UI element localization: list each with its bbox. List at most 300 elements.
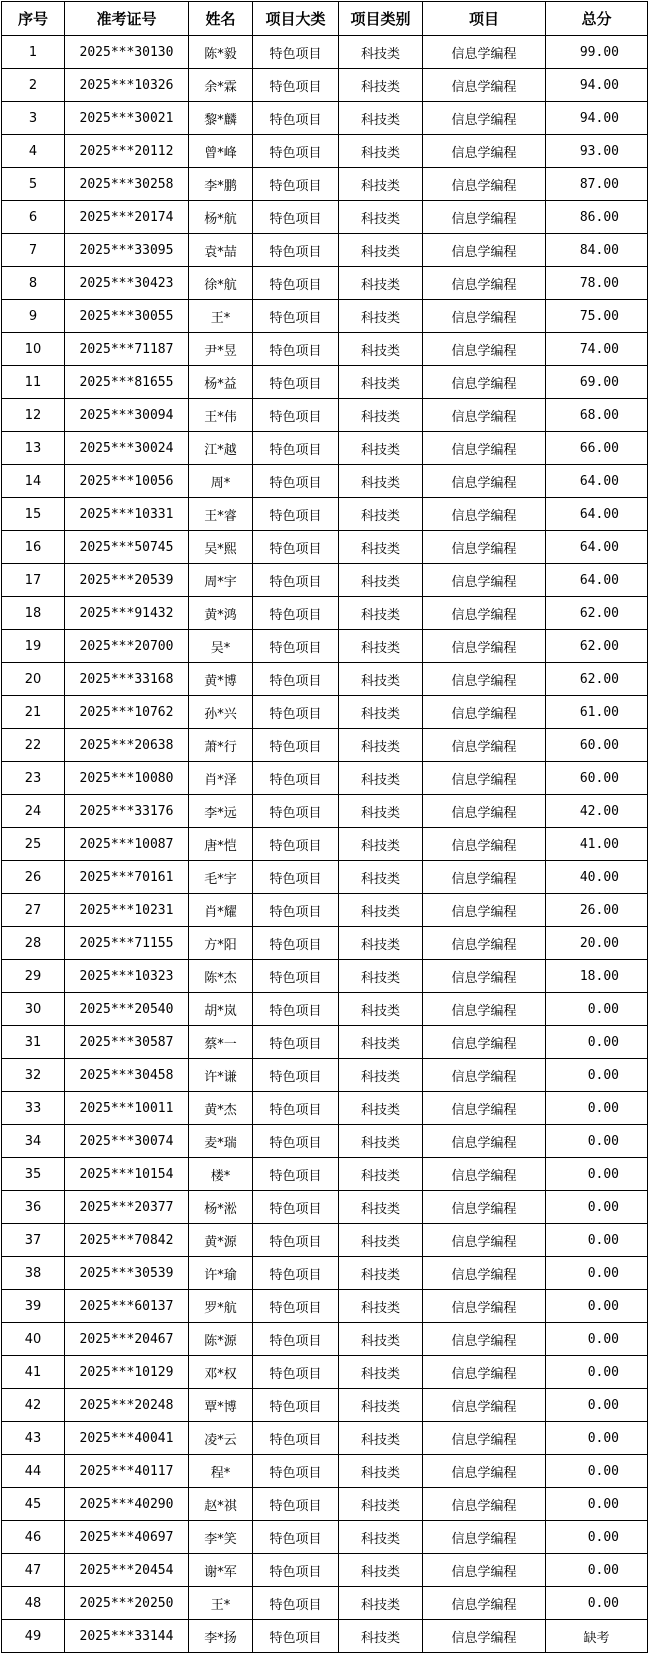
score-cell: 0.00	[546, 1488, 648, 1521]
category-cell: 特色项目	[253, 399, 339, 432]
name-cell: 程*	[189, 1455, 253, 1488]
score-cell: 75.00	[546, 300, 648, 333]
project-cell: 信息学编程	[423, 1257, 546, 1290]
category-cell: 特色项目	[253, 696, 339, 729]
name-cell: 李*远	[189, 795, 253, 828]
table-row	[2, 960, 648, 993]
project-cell: 信息学编程	[423, 465, 546, 498]
serial-cell: 20	[2, 663, 65, 696]
exam-id-cell: 2025***10323	[65, 960, 189, 993]
category-cell: 特色项目	[253, 201, 339, 234]
project-cell: 信息学编程	[423, 597, 546, 630]
type-cell: 科技类	[339, 1455, 423, 1488]
category-cell: 特色项目	[253, 762, 339, 795]
type-cell: 科技类	[339, 1257, 423, 1290]
exam-id-cell: 2025***30587	[65, 1026, 189, 1059]
name-cell: 黄*博	[189, 663, 253, 696]
score-cell: 94.00	[546, 102, 648, 135]
category-cell: 特色项目	[253, 498, 339, 531]
name-cell: 陈*杰	[189, 960, 253, 993]
table-row	[2, 630, 648, 663]
exam-id-cell: 2025***30021	[65, 102, 189, 135]
category-cell: 特色项目	[253, 1059, 339, 1092]
name-cell: 王*伟	[189, 399, 253, 432]
serial-cell: 37	[2, 1224, 65, 1257]
serial-cell: 14	[2, 465, 65, 498]
type-cell: 科技类	[339, 729, 423, 762]
type-cell: 科技类	[339, 531, 423, 564]
type-cell: 科技类	[339, 564, 423, 597]
type-cell: 科技类	[339, 1323, 423, 1356]
type-cell: 科技类	[339, 1158, 423, 1191]
name-cell: 孙*兴	[189, 696, 253, 729]
project-cell: 信息学编程	[423, 663, 546, 696]
type-cell: 科技类	[339, 135, 423, 168]
table-row	[2, 1092, 648, 1125]
score-cell: 0.00	[546, 1554, 648, 1587]
serial-cell: 4	[2, 135, 65, 168]
header-category: 项目大类	[253, 2, 339, 36]
category-cell: 特色项目	[253, 168, 339, 201]
category-cell: 特色项目	[253, 36, 339, 69]
name-cell: 麦*瑞	[189, 1125, 253, 1158]
header-type: 项目类别	[339, 2, 423, 36]
score-cell: 缺考	[546, 1620, 648, 1653]
project-cell: 信息学编程	[423, 564, 546, 597]
project-cell: 信息学编程	[423, 102, 546, 135]
table-row	[2, 1224, 648, 1257]
score-cell: 62.00	[546, 630, 648, 663]
score-cell: 40.00	[546, 861, 648, 894]
name-cell: 杨*益	[189, 366, 253, 399]
exam-id-cell: 2025***10056	[65, 465, 189, 498]
name-cell: 凌*云	[189, 1422, 253, 1455]
name-cell: 李*扬	[189, 1620, 253, 1653]
category-cell: 特色项目	[253, 861, 339, 894]
score-cell: 74.00	[546, 333, 648, 366]
name-cell: 邓*权	[189, 1356, 253, 1389]
exam-id-cell: 2025***33168	[65, 663, 189, 696]
project-cell: 信息学编程	[423, 498, 546, 531]
serial-cell: 36	[2, 1191, 65, 1224]
table-row	[2, 201, 648, 234]
project-cell: 信息学编程	[423, 399, 546, 432]
project-cell: 信息学编程	[423, 168, 546, 201]
type-cell: 科技类	[339, 960, 423, 993]
type-cell: 科技类	[339, 597, 423, 630]
type-cell: 科技类	[339, 828, 423, 861]
exam-id-cell: 2025***10129	[65, 1356, 189, 1389]
category-cell: 特色项目	[253, 1620, 339, 1653]
category-cell: 特色项目	[253, 1521, 339, 1554]
type-cell: 科技类	[339, 1422, 423, 1455]
exam-id-cell: 2025***40290	[65, 1488, 189, 1521]
score-cell: 0.00	[546, 1125, 648, 1158]
exam-id-cell: 2025***30423	[65, 267, 189, 300]
table-row	[2, 399, 648, 432]
category-cell: 特色项目	[253, 927, 339, 960]
serial-cell: 46	[2, 1521, 65, 1554]
project-cell: 信息学编程	[423, 630, 546, 663]
category-cell: 特色项目	[253, 1554, 339, 1587]
table-row	[2, 1455, 648, 1488]
serial-cell: 25	[2, 828, 65, 861]
name-cell: 黄*杰	[189, 1092, 253, 1125]
serial-cell: 33	[2, 1092, 65, 1125]
exam-id-cell: 2025***10326	[65, 69, 189, 102]
name-cell: 徐*航	[189, 267, 253, 300]
serial-cell: 40	[2, 1323, 65, 1356]
exam-id-cell: 2025***10011	[65, 1092, 189, 1125]
table-row	[2, 1521, 648, 1554]
score-cell: 62.00	[546, 663, 648, 696]
table-row	[2, 729, 648, 762]
table-row	[2, 1026, 648, 1059]
type-cell: 科技类	[339, 1290, 423, 1323]
project-cell: 信息学编程	[423, 1224, 546, 1257]
serial-cell: 16	[2, 531, 65, 564]
category-cell: 特色项目	[253, 465, 339, 498]
table-row	[2, 828, 648, 861]
name-cell: 谢*军	[189, 1554, 253, 1587]
exam-id-cell: 2025***20540	[65, 993, 189, 1026]
name-cell: 余*霖	[189, 69, 253, 102]
table-row	[2, 663, 648, 696]
exam-id-cell: 2025***33176	[65, 795, 189, 828]
header-name: 姓名	[189, 2, 253, 36]
score-cell: 84.00	[546, 234, 648, 267]
name-cell: 方*阳	[189, 927, 253, 960]
name-cell: 尹*昱	[189, 333, 253, 366]
category-cell: 特色项目	[253, 531, 339, 564]
project-cell: 信息学编程	[423, 267, 546, 300]
name-cell: 黄*鸿	[189, 597, 253, 630]
serial-cell: 3	[2, 102, 65, 135]
name-cell: 李*鹏	[189, 168, 253, 201]
table-row	[2, 1191, 648, 1224]
score-cell: 94.00	[546, 69, 648, 102]
score-cell: 0.00	[546, 1422, 648, 1455]
project-cell: 信息学编程	[423, 1422, 546, 1455]
exam-id-cell: 2025***60137	[65, 1290, 189, 1323]
table-row	[2, 366, 648, 399]
serial-cell: 23	[2, 762, 65, 795]
table-row	[2, 1356, 648, 1389]
project-cell: 信息学编程	[423, 1059, 546, 1092]
project-cell: 信息学编程	[423, 1158, 546, 1191]
type-cell: 科技类	[339, 894, 423, 927]
category-cell: 特色项目	[253, 630, 339, 663]
project-cell: 信息学编程	[423, 36, 546, 69]
name-cell: 吴*熙	[189, 531, 253, 564]
project-cell: 信息学编程	[423, 1521, 546, 1554]
serial-cell: 5	[2, 168, 65, 201]
table-row	[2, 861, 648, 894]
type-cell: 科技类	[339, 762, 423, 795]
project-cell: 信息学编程	[423, 300, 546, 333]
project-cell: 信息学编程	[423, 1125, 546, 1158]
serial-cell: 32	[2, 1059, 65, 1092]
serial-cell: 18	[2, 597, 65, 630]
project-cell: 信息学编程	[423, 1092, 546, 1125]
project-cell: 信息学编程	[423, 729, 546, 762]
exam-id-cell: 2025***10080	[65, 762, 189, 795]
type-cell: 科技类	[339, 1521, 423, 1554]
name-cell: 王*睿	[189, 498, 253, 531]
serial-cell: 1	[2, 36, 65, 69]
type-cell: 科技类	[339, 630, 423, 663]
category-cell: 特色项目	[253, 960, 339, 993]
type-cell: 科技类	[339, 465, 423, 498]
score-cell: 0.00	[546, 993, 648, 1026]
score-cell: 66.00	[546, 432, 648, 465]
category-cell: 特色项目	[253, 828, 339, 861]
score-cell: 0.00	[546, 1290, 648, 1323]
type-cell: 科技类	[339, 1389, 423, 1422]
header-total-score: 总分	[546, 2, 648, 36]
type-cell: 科技类	[339, 498, 423, 531]
category-cell: 特色项目	[253, 69, 339, 102]
exam-id-cell: 2025***30094	[65, 399, 189, 432]
project-cell: 信息学编程	[423, 432, 546, 465]
serial-cell: 19	[2, 630, 65, 663]
name-cell: 唐*恺	[189, 828, 253, 861]
name-cell: 陈*毅	[189, 36, 253, 69]
serial-cell: 10	[2, 333, 65, 366]
type-cell: 科技类	[339, 1092, 423, 1125]
project-cell: 信息学编程	[423, 1455, 546, 1488]
exam-id-cell: 2025***30539	[65, 1257, 189, 1290]
name-cell: 王*	[189, 300, 253, 333]
type-cell: 科技类	[339, 993, 423, 1026]
table-row	[2, 1620, 648, 1653]
exam-id-cell: 2025***71187	[65, 333, 189, 366]
score-cell: 0.00	[546, 1158, 648, 1191]
serial-cell: 9	[2, 300, 65, 333]
score-cell: 60.00	[546, 729, 648, 762]
table-row	[2, 762, 648, 795]
exam-id-cell: 2025***81655	[65, 366, 189, 399]
category-cell: 特色项目	[253, 1026, 339, 1059]
type-cell: 科技类	[339, 168, 423, 201]
category-cell: 特色项目	[253, 1587, 339, 1620]
table-row	[2, 564, 648, 597]
type-cell: 科技类	[339, 927, 423, 960]
serial-cell: 11	[2, 366, 65, 399]
project-cell: 信息学编程	[423, 762, 546, 795]
serial-cell: 27	[2, 894, 65, 927]
type-cell: 科技类	[339, 267, 423, 300]
category-cell: 特色项目	[253, 1488, 339, 1521]
type-cell: 科技类	[339, 333, 423, 366]
table-row	[2, 69, 648, 102]
score-cell: 0.00	[546, 1224, 648, 1257]
table-row	[2, 267, 648, 300]
table-row	[2, 795, 648, 828]
exam-id-cell: 2025***91432	[65, 597, 189, 630]
table-row	[2, 432, 648, 465]
project-cell: 信息学编程	[423, 696, 546, 729]
table-row	[2, 531, 648, 564]
type-cell: 科技类	[339, 795, 423, 828]
table-row	[2, 927, 648, 960]
category-cell: 特色项目	[253, 300, 339, 333]
table-row	[2, 1290, 648, 1323]
serial-cell: 45	[2, 1488, 65, 1521]
project-cell: 信息学编程	[423, 1587, 546, 1620]
project-cell: 信息学编程	[423, 1323, 546, 1356]
table-row	[2, 1554, 648, 1587]
serial-cell: 44	[2, 1455, 65, 1488]
category-cell: 特色项目	[253, 564, 339, 597]
serial-cell: 34	[2, 1125, 65, 1158]
category-cell: 特色项目	[253, 333, 339, 366]
serial-cell: 35	[2, 1158, 65, 1191]
name-cell: 黄*源	[189, 1224, 253, 1257]
serial-cell: 6	[2, 201, 65, 234]
serial-cell: 29	[2, 960, 65, 993]
exam-id-cell: 2025***10762	[65, 696, 189, 729]
type-cell: 科技类	[339, 69, 423, 102]
category-cell: 特色项目	[253, 234, 339, 267]
score-cell: 0.00	[546, 1587, 648, 1620]
exam-id-cell: 2025***20248	[65, 1389, 189, 1422]
table-row	[2, 300, 648, 333]
table-row	[2, 135, 648, 168]
header-serial: 序号	[2, 2, 65, 36]
category-cell: 特色项目	[253, 729, 339, 762]
category-cell: 特色项目	[253, 1257, 339, 1290]
exam-id-cell: 2025***20250	[65, 1587, 189, 1620]
exam-id-cell: 2025***70842	[65, 1224, 189, 1257]
table-row	[2, 465, 648, 498]
name-cell: 萧*行	[189, 729, 253, 762]
serial-cell: 42	[2, 1389, 65, 1422]
type-cell: 科技类	[339, 1620, 423, 1653]
type-cell: 科技类	[339, 1191, 423, 1224]
category-cell: 特色项目	[253, 1422, 339, 1455]
type-cell: 科技类	[339, 366, 423, 399]
score-cell: 86.00	[546, 201, 648, 234]
exam-id-cell: 2025***30130	[65, 36, 189, 69]
type-cell: 科技类	[339, 300, 423, 333]
serial-cell: 2	[2, 69, 65, 102]
type-cell: 科技类	[339, 234, 423, 267]
category-cell: 特色项目	[253, 1389, 339, 1422]
serial-cell: 17	[2, 564, 65, 597]
table-header	[2, 2, 648, 36]
score-cell: 64.00	[546, 531, 648, 564]
table-row	[2, 1059, 648, 1092]
type-cell: 科技类	[339, 1554, 423, 1587]
project-cell: 信息学编程	[423, 993, 546, 1026]
project-cell: 信息学编程	[423, 1620, 546, 1653]
serial-cell: 41	[2, 1356, 65, 1389]
exam-id-cell: 2025***50745	[65, 531, 189, 564]
exam-id-cell: 2025***30055	[65, 300, 189, 333]
name-cell: 许*谦	[189, 1059, 253, 1092]
exam-id-cell: 2025***30024	[65, 432, 189, 465]
name-cell: 楼*	[189, 1158, 253, 1191]
table-row	[2, 1158, 648, 1191]
serial-cell: 49	[2, 1620, 65, 1653]
project-cell: 信息学编程	[423, 960, 546, 993]
name-cell: 肖*泽	[189, 762, 253, 795]
type-cell: 科技类	[339, 1356, 423, 1389]
exam-id-cell: 2025***20539	[65, 564, 189, 597]
project-cell: 信息学编程	[423, 1389, 546, 1422]
name-cell: 赵*祺	[189, 1488, 253, 1521]
type-cell: 科技类	[339, 663, 423, 696]
header-row	[2, 2, 648, 36]
type-cell: 科技类	[339, 861, 423, 894]
name-cell: 周*	[189, 465, 253, 498]
serial-cell: 31	[2, 1026, 65, 1059]
exam-id-cell: 2025***20467	[65, 1323, 189, 1356]
score-table	[1, 1, 648, 1653]
score-cell: 69.00	[546, 366, 648, 399]
score-cell: 62.00	[546, 597, 648, 630]
project-cell: 信息学编程	[423, 828, 546, 861]
project-cell: 信息学编程	[423, 333, 546, 366]
score-cell: 0.00	[546, 1191, 648, 1224]
table-row	[2, 894, 648, 927]
category-cell: 特色项目	[253, 432, 339, 465]
score-cell: 60.00	[546, 762, 648, 795]
exam-id-cell: 2025***70161	[65, 861, 189, 894]
name-cell: 覃*博	[189, 1389, 253, 1422]
exam-id-cell: 2025***10087	[65, 828, 189, 861]
project-cell: 信息学编程	[423, 234, 546, 267]
exam-id-cell: 2025***33144	[65, 1620, 189, 1653]
name-cell: 杨*航	[189, 201, 253, 234]
score-cell: 0.00	[546, 1059, 648, 1092]
name-cell: 李*笑	[189, 1521, 253, 1554]
score-cell: 26.00	[546, 894, 648, 927]
serial-cell: 39	[2, 1290, 65, 1323]
name-cell: 毛*宇	[189, 861, 253, 894]
category-cell: 特色项目	[253, 1224, 339, 1257]
exam-id-cell: 2025***30258	[65, 168, 189, 201]
serial-cell: 21	[2, 696, 65, 729]
category-cell: 特色项目	[253, 1092, 339, 1125]
header-project: 项目	[423, 2, 546, 36]
table-row	[2, 993, 648, 1026]
category-cell: 特色项目	[253, 1455, 339, 1488]
score-cell: 41.00	[546, 828, 648, 861]
exam-id-cell: 2025***10331	[65, 498, 189, 531]
score-cell: 93.00	[546, 135, 648, 168]
type-cell: 科技类	[339, 1587, 423, 1620]
name-cell: 周*宇	[189, 564, 253, 597]
name-cell: 黎*麟	[189, 102, 253, 135]
score-cell: 20.00	[546, 927, 648, 960]
table-row	[2, 696, 648, 729]
score-cell: 61.00	[546, 696, 648, 729]
project-cell: 信息学编程	[423, 69, 546, 102]
exam-id-cell: 2025***30458	[65, 1059, 189, 1092]
table-row	[2, 36, 648, 69]
table-row	[2, 234, 648, 267]
score-cell: 0.00	[546, 1521, 648, 1554]
score-cell: 0.00	[546, 1257, 648, 1290]
serial-cell: 47	[2, 1554, 65, 1587]
table-row	[2, 1488, 648, 1521]
score-cell: 0.00	[546, 1356, 648, 1389]
serial-cell: 43	[2, 1422, 65, 1455]
category-cell: 特色项目	[253, 1158, 339, 1191]
category-cell: 特色项目	[253, 1290, 339, 1323]
